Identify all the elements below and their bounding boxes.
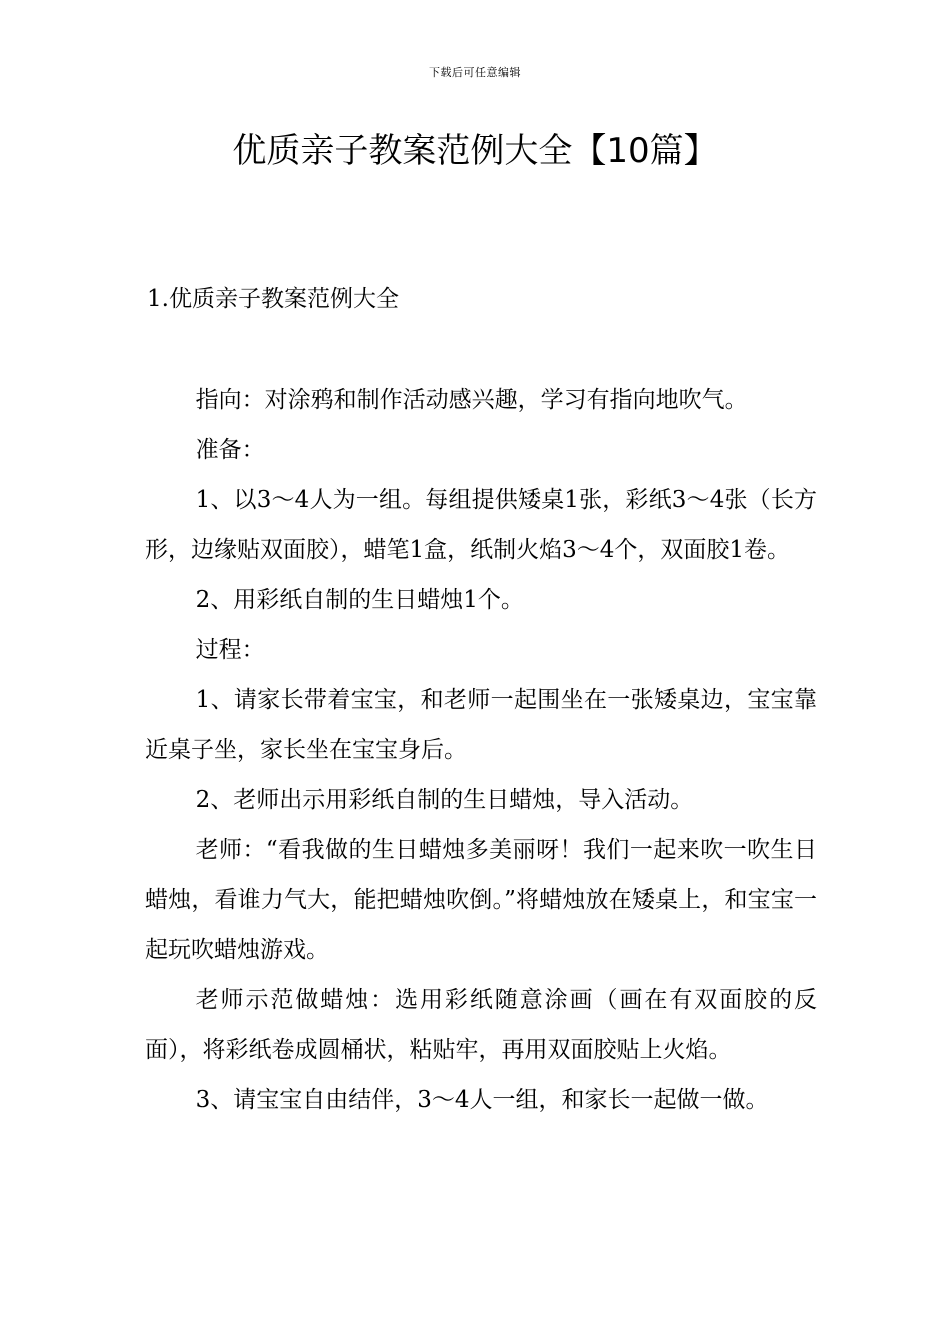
document-body xyxy=(145,375,817,1125)
paragraph-preparation-2: 2、用彩纸自制的生日蜡烛1个。 xyxy=(195,587,524,613)
paragraph-preparation-1: 1、以3～4人为一组。每组提供矮桌1张，彩纸3～4张（长方形，边缘贴双面胶），蜡笔1盒，纸制火焰3～4个，双面胶1卷。 xyxy=(145,487,817,563)
document-title: 优质亲子教案范例大全【10篇】 xyxy=(232,131,718,171)
section-heading: 1.优质亲子教案范例大全 xyxy=(147,286,399,312)
paragraph-process-label: 过程： xyxy=(195,637,265,663)
paragraph-process-2: 2、老师出示用彩纸自制的生日蜡烛，导入活动。 xyxy=(195,787,694,813)
paragraph-process-1: 1、请家长带着宝宝，和老师一起围坐在一张矮桌边，宝宝靠近桌子坐，家长坐在宝宝身后。 xyxy=(145,687,817,763)
paragraph-preparation-label: 准备： xyxy=(195,437,265,463)
paragraph-process-3: 3、请宝宝自由结伴，3～4人一组，和家长一起做一做。 xyxy=(195,1087,769,1113)
paragraph-aim: 指向：对涂鸦和制作活动感兴趣，学习有指向地吹气。 xyxy=(195,387,748,413)
paragraph-teacher-demo: 老师示范做蜡烛：选用彩纸随意涂画（画在有双面胶的反面），将彩纸卷成圆桶状，粘贴牢，再用双面胶贴上火焰。 xyxy=(145,987,817,1063)
header-note: 下载后可任意编辑 xyxy=(429,66,521,79)
paragraph-teacher-speech: 老师：“看我做的生日蜡烛多美丽呀！我们一起来吹一吹生日蜡烛，看谁力气大，能把蜡烛吹倒。”将蜡烛放在矮桌上，和宝宝一起玩吹蜡烛游戏。 xyxy=(145,837,817,963)
